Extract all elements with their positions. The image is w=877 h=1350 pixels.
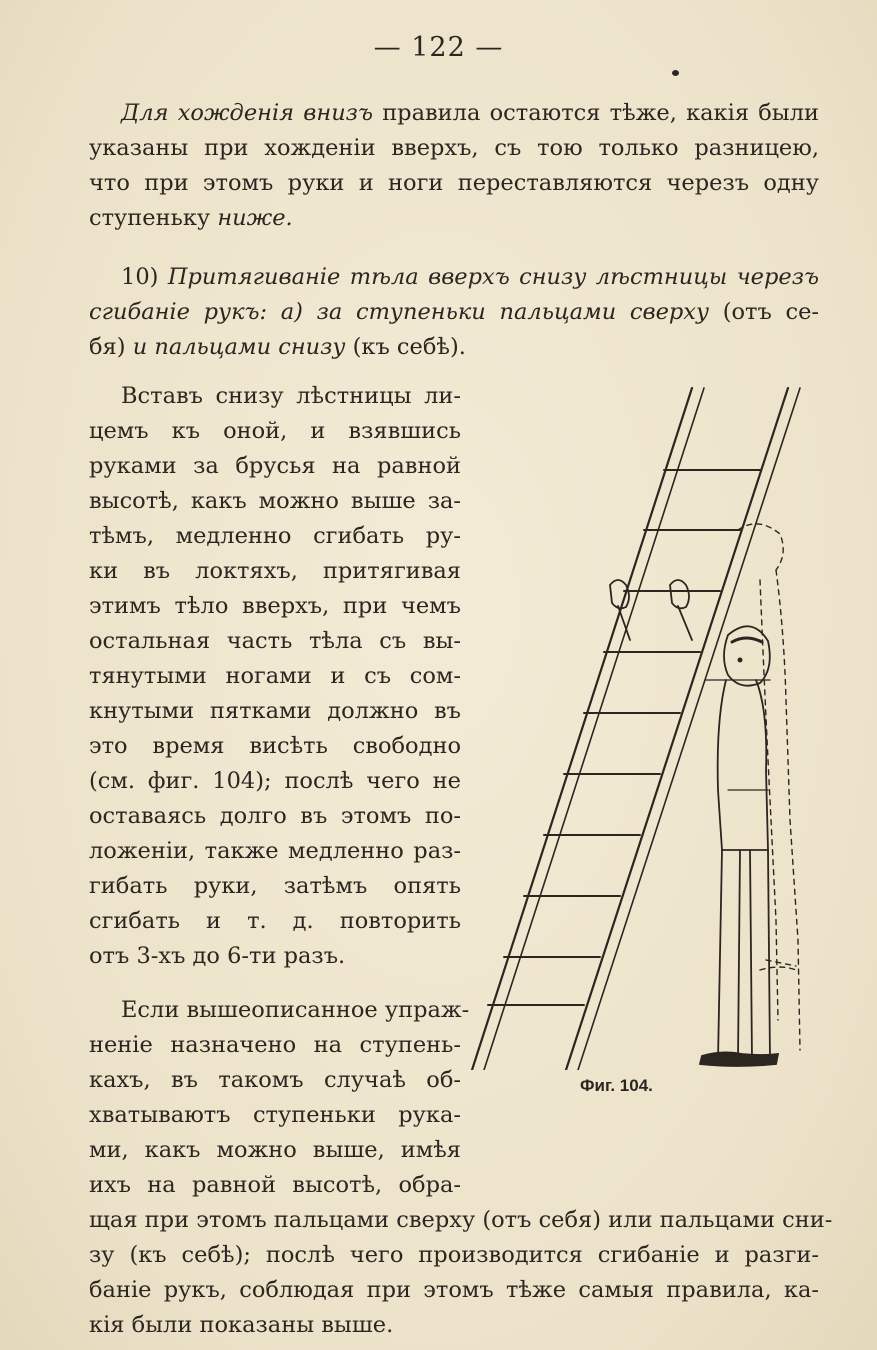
body-line: этимъ тѣло вверхъ, при чемъ [89,593,461,619]
para3-line: хватываютъ ступеньки рука- [89,1102,461,1128]
heading-number: 10) [121,264,159,290]
para1-line-4 [89,203,819,233]
figure-head [724,626,770,685]
para1-line-4-emphasis: ниже. [217,205,293,231]
body-line: ложеніи, также медленно раз- [89,838,461,864]
body-line: высотѣ, какъ можно выше за- [89,488,461,514]
body-line: руками за брусья на равной [89,453,461,479]
figure-caption: Фиг. 104. [580,1076,653,1095]
body-line: это время висѣть свободно [89,733,461,759]
gripping-hands [610,580,692,640]
page-number: — 122 — [373,32,504,63]
heading-tail-2: (отъ се- [722,299,819,325]
para1-line-3: что при этомъ руки и ноги переставляются черезъ одну [89,170,819,196]
para1-line-2: указаны при хожденіи вверхъ, съ тою только разницею, [89,135,819,161]
heading-title-4: и пальцами снизу [132,334,346,360]
heading-line-1 [121,262,819,292]
heading-title-3: за ступеньки пальцами сверху [316,299,710,325]
para3-line: баніе рукъ, соблюдая при этомъ тѣже самыя правила, ка- [89,1277,819,1303]
body-line: гибать руки, затѣмъ опять [89,873,461,899]
ladder-rail-left [472,388,692,1070]
body-line: тянутыми ногами и съ сом- [89,663,461,689]
para3-line: неніе назначено на ступень- [89,1032,461,1058]
para3-line: зу (къ себѣ); послѣ чего производится сгибаніе и разги- [89,1242,819,1268]
body-line: ки въ локтяхъ, притягивая [89,558,461,584]
body-line: (см. фиг. 104); послѣ чего не [89,768,461,794]
heading-line-2 [89,297,819,327]
para3-line: щая при этомъ пальцами сверху (отъ себя) или пальцами сни- [89,1207,833,1233]
para3-line: кія были показаны выше. [89,1312,394,1338]
body-line: оставаясь долго въ этомъ по- [89,803,461,829]
ladder-rail-left-inner [484,388,704,1070]
body-line: остальная часть тѣла съ вы- [89,628,461,654]
body-line: кнутыми пятками должно въ [89,698,461,724]
para3-line: ми, какъ можно выше, имѣя [89,1137,461,1163]
body-line: отъ 3-хъ до 6-ти разъ. [89,943,346,969]
body-line: сгибать и т. д. повторить [89,908,461,934]
heading-title-1: Притягиваніе тѣла вверхъ снизу лѣстницы черезъ [167,264,819,290]
heading-pre-3: бя) [89,334,126,360]
ladder-rail-right [566,388,788,1070]
body-line: тѣмъ, медленно сгибать ру- [89,523,461,549]
para3-line: ихъ на равной высотѣ, обра- [89,1172,461,1198]
para1-line-1 [121,98,819,128]
heading-title-2: сгибаніе рукъ: [89,299,268,325]
para1-emphasis: Для хожденія внизъ [121,100,373,126]
para1-line-1-text: правила остаются тѣже, какія были [382,100,819,126]
figure-torso [706,680,770,850]
heading-option-a: а) [280,299,303,325]
ink-speck [672,70,679,76]
figure-legs [700,850,778,1066]
para3-line: кахъ, въ такомъ случаѣ об- [89,1067,461,1093]
para1-line-4-text: ступеньку [89,205,211,231]
para3-line: Если вышеописанное упраж- [121,997,470,1023]
heading-tail-3: (къ себѣ). [352,334,466,360]
body-line: Вставъ снизу лѣстницы ли- [121,383,461,409]
ladder-figure-illustration [470,380,830,1070]
body-line: цемъ къ оной, и взявшись [89,418,461,444]
heading-line-3 [89,332,819,362]
